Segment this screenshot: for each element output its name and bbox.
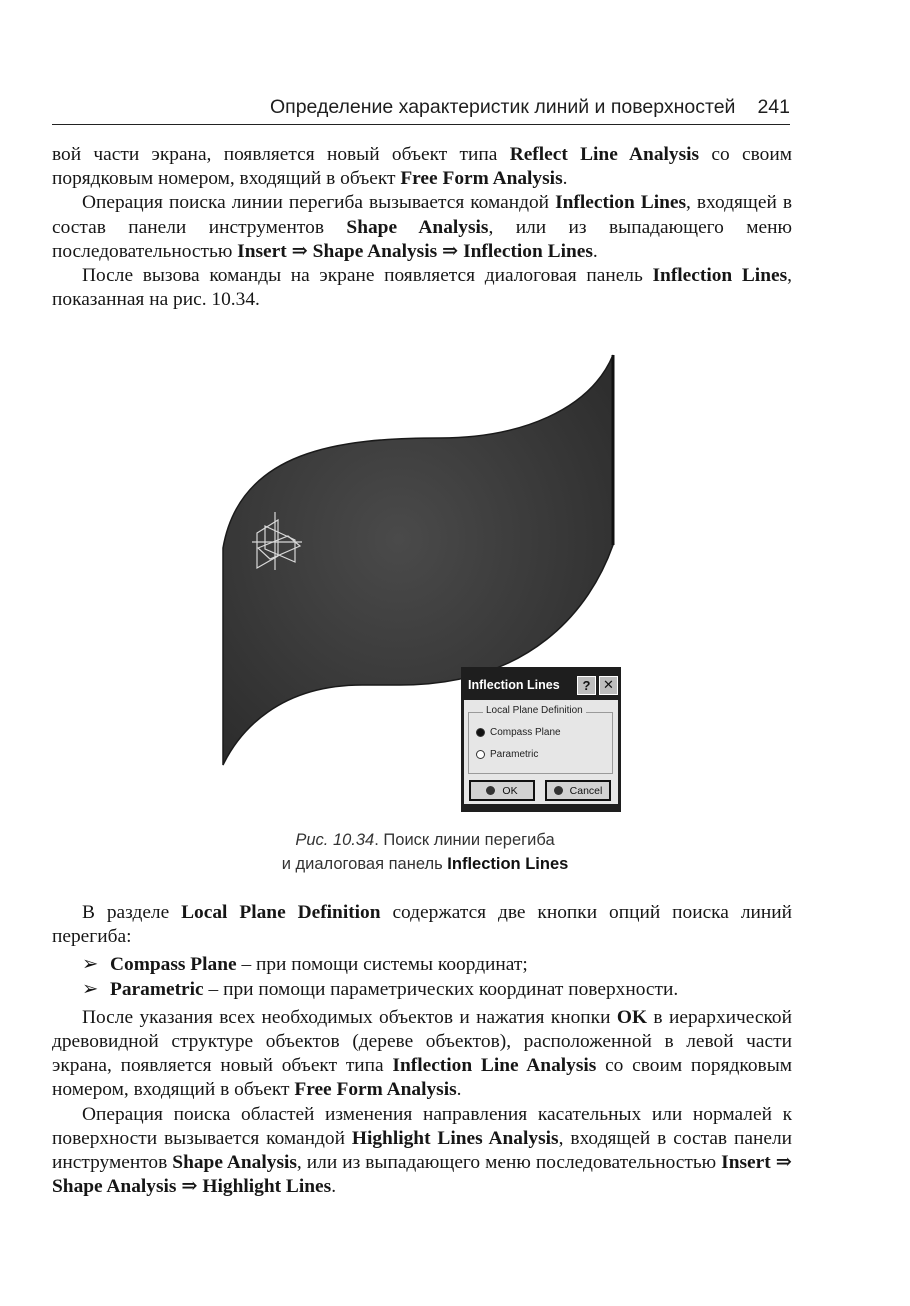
para5-text: в иерархической древовидной структуре объектов (дереве объектов), расположенной в левой части экрана, появляется новый объект типа: [52, 1006, 792, 1077]
bullet-term: Parametric: [110, 978, 204, 1000]
caption-text: . Поиск линии перегиба: [374, 831, 555, 849]
ok-button[interactable]: [469, 780, 535, 801]
para2-text: Операция поиска линии перегиба вызывается командой: [82, 192, 556, 214]
term-free-form-analysis: Free Form Analysis: [294, 1079, 457, 1101]
term-highlight-lines-analysis: Highlight Lines Analysis: [351, 1127, 559, 1149]
cancel-button[interactable]: [545, 780, 611, 801]
bullet-text: [110, 953, 528, 977]
caption-text: и диалоговая панель: [281, 855, 448, 873]
para3-text: После вызова команды на экране появляется диалоговая панель: [82, 265, 653, 287]
bullet-term: Compass Plane: [110, 954, 237, 976]
arrow-bullet-icon: ➢: [82, 954, 99, 976]
parametric-radio[interactable]: [476, 749, 538, 760]
radio-unselected-icon: [476, 750, 485, 759]
header-title: Определение характеристик линий и поверхностей: [269, 95, 736, 118]
dialog-title: Inflection Lines: [468, 678, 560, 692]
paragraph-2: [52, 191, 792, 264]
bullet-item-compass-plane: [52, 953, 792, 977]
bullet-desc: – при помощи параметрических координат поверхности.: [203, 978, 679, 1000]
para4-text: В разделе: [82, 902, 182, 923]
help-button[interactable]: ?: [577, 676, 596, 695]
radio-label: Compass Plane: [490, 727, 561, 738]
para6-text: , входящей в состав панели инструментов: [52, 1127, 793, 1174]
close-button[interactable]: ✕: [599, 676, 618, 695]
cancel-bullet-icon: [554, 786, 563, 795]
radio-selected-icon: [476, 728, 485, 737]
text-block-top: [52, 143, 792, 312]
term-local-plane-definition: Local Plane Definition: [181, 902, 381, 923]
page-number: 241: [757, 95, 790, 118]
ok-bullet-icon: [486, 786, 495, 795]
figure-caption: [200, 828, 650, 876]
para6-text: , или из выпадающего меню последовательностью: [296, 1152, 722, 1174]
para4-text: содержатся две кнопки опций поиска линий перегиба:: [52, 902, 792, 948]
paragraph-6: [52, 1103, 792, 1200]
para1-text: .: [562, 168, 568, 190]
term-shape-analysis: Shape Analysis: [346, 216, 489, 238]
paragraph-3: [52, 264, 792, 312]
text-block-bottom: [52, 901, 792, 1199]
caption-line-2: [200, 852, 650, 876]
term-free-form-analysis: Free Form Analysis: [400, 168, 563, 190]
local-plane-definition-group: [468, 705, 613, 774]
bullet-desc: – при помощи системы координат;: [236, 954, 528, 976]
caption-line-1: [200, 828, 650, 852]
para5-text: со своим порядковым номером, входящий в объект: [52, 1055, 792, 1101]
arrow-bullet-icon: ➢: [82, 978, 99, 1000]
term-reflect-line-analysis: Reflect Line Analysis: [509, 144, 700, 165]
cancel-label: Cancel: [569, 784, 603, 797]
para5-text: .: [456, 1079, 462, 1101]
para2-text: , или из выпадающего меню последовательностью: [52, 216, 792, 262]
para2-text: .: [592, 240, 598, 262]
para1-text: со своим порядковым номером, входящий в объект: [52, 144, 792, 190]
compass-plane-radio[interactable]: [476, 727, 561, 738]
paragraph-4: [52, 901, 792, 949]
term-inflection-lines: Inflection Lines: [555, 192, 687, 214]
para6-text: .: [331, 1176, 337, 1198]
para3-text: , показанная на рис. 10.34.: [52, 265, 792, 311]
dialog-title-bar[interactable]: [464, 670, 618, 700]
para2-text: , входящей в состав панели инструментов: [52, 192, 792, 238]
ok-label: OK: [502, 784, 518, 797]
caption-term: Inflection Lines: [447, 855, 569, 873]
group-label: Local Plane Definition: [483, 705, 586, 716]
menu-path-highlight: Insert ⇒ Shape Analysis ⇒ Highlight Lines: [52, 1152, 792, 1198]
figure-number: Рис. 10.34: [295, 831, 375, 849]
para6-text: Операция поиска областей изменения направления касательных или нормалей к поверхности вызывается командой: [52, 1103, 792, 1149]
paragraph-5: [52, 1006, 792, 1103]
para1-text: вой части экрана, появляется новый объект типа: [52, 144, 510, 165]
term-ok: OK: [616, 1006, 648, 1028]
term-inflection-line-analysis: Inflection Line Analysis: [392, 1055, 597, 1077]
radio-label: Parametric: [490, 749, 539, 760]
inflection-lines-dialog: [461, 667, 621, 812]
menu-path-inflection: Insert ⇒ Shape Analysis ⇒ Inflection Lines: [237, 240, 593, 262]
term-shape-analysis: Shape Analysis: [172, 1152, 297, 1174]
dialog-body: [464, 700, 618, 804]
term-inflection-lines: Inflection Lines: [652, 265, 788, 287]
bullet-text: [110, 978, 678, 1002]
running-header: [52, 90, 790, 125]
paragraph-1: [52, 143, 792, 191]
bullet-item-parametric: [52, 978, 792, 1002]
para5-text: После указания всех необходимых объектов и нажатия кнопки: [82, 1006, 617, 1028]
